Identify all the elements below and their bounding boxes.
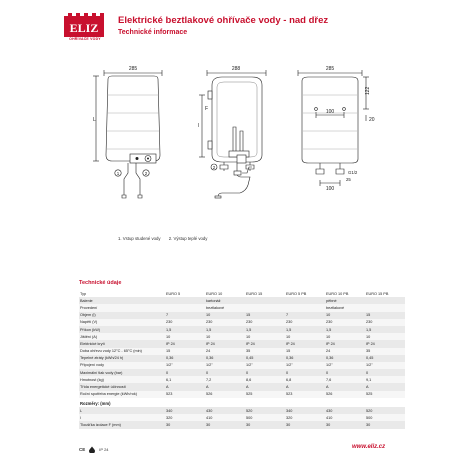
table-cell: 525 — [245, 391, 285, 398]
row-label: Příkon (kW) — [79, 326, 165, 333]
table-cell: 30 — [325, 421, 365, 428]
row-label: Třída energetické účinnosti — [79, 383, 165, 390]
table-cell: A — [365, 383, 405, 390]
table-cell: 0,45 — [365, 355, 405, 362]
table-cell: EURO 5 PB — [285, 290, 325, 297]
table-cell: 7,6 — [325, 376, 365, 383]
table-cell: 7,2 — [205, 376, 245, 383]
logo-text: ELIZ — [69, 21, 99, 35]
table-cell: 10 — [365, 333, 405, 340]
table-cell: 230 — [245, 319, 285, 326]
row-label: L — [79, 407, 165, 414]
row-label: Hmotnost (kg) — [79, 376, 165, 383]
table-cell: 30 — [365, 421, 405, 428]
table-cell — [365, 304, 405, 311]
table-row — [79, 376, 405, 383]
dimension-row — [79, 414, 405, 421]
logo-subtitle: OHŘÍVAČE VODY — [69, 37, 101, 41]
technical-drawings — [90, 55, 390, 245]
table-cell: 526 — [325, 391, 365, 398]
table-cell: 1/2" — [165, 362, 205, 369]
table-cell: 523 — [165, 391, 205, 398]
row-label: Připojení vody — [79, 362, 165, 369]
dim-20: 20 — [369, 117, 375, 123]
table-cell — [245, 297, 285, 304]
row-label: l — [79, 414, 165, 421]
table-cell: 15 — [285, 348, 325, 355]
table-cell: 15 — [245, 312, 285, 319]
table-cell: A — [245, 383, 285, 390]
spec-table — [79, 290, 405, 429]
table-cell: 520 — [365, 407, 405, 414]
row-label: Napětí (V) — [79, 319, 165, 326]
dimensions-heading-row — [79, 398, 405, 407]
table-cell: 526 — [205, 391, 245, 398]
page-title: Elektrické beztlakové ohřívače vody - nad dřez — [118, 15, 329, 26]
row-label: Jištění (A) — [79, 333, 165, 340]
table-cell: 500 — [245, 414, 285, 421]
table-cell — [165, 297, 205, 304]
table-cell: 6,1 — [165, 376, 205, 383]
table-cell: EURO 15 — [245, 290, 285, 297]
spec-title: Technické údaje — [79, 280, 122, 286]
table-cell — [285, 304, 325, 311]
dim-g12: G1/2 — [348, 170, 358, 175]
table-cell: 15 — [165, 348, 205, 355]
table-cell: 10 — [325, 333, 365, 340]
dim-F: F — [205, 106, 209, 112]
table-cell: 15 — [365, 312, 405, 319]
table-cell: 0 — [285, 369, 325, 376]
table-cell: IP 24 — [325, 340, 365, 347]
table-cell: IP 24 — [165, 340, 205, 347]
table-cell: 1/2" — [365, 362, 405, 369]
table-row — [79, 304, 405, 311]
table-row — [79, 326, 405, 333]
table-cell: 7 — [165, 312, 205, 319]
table-cell: 10 — [285, 333, 325, 340]
table-cell: kartonáž — [205, 297, 245, 304]
table-cell: 10 — [205, 312, 245, 319]
footer-certifications — [79, 446, 109, 453]
side-view — [198, 66, 266, 198]
table-cell: 6,8 — [285, 376, 325, 383]
row-label: Provedení — [79, 304, 165, 311]
table-cell: 230 — [285, 319, 325, 326]
row-label: Tepelné ztráty (kWh/24 h) — [79, 355, 165, 362]
table-cell: beztlakové — [325, 304, 365, 311]
table-cell: 1,5 — [325, 326, 365, 333]
table-row — [79, 312, 405, 319]
table-cell: 1/2" — [285, 362, 325, 369]
table-cell — [365, 297, 405, 304]
table-cell: pěbné — [325, 297, 365, 304]
table-cell: 500 — [365, 414, 405, 421]
dim-25: 25 — [346, 177, 351, 182]
table-cell: 230 — [165, 319, 205, 326]
dim-100-holes: 100 — [325, 109, 335, 115]
table-cell: 430 — [205, 407, 245, 414]
table-row — [79, 383, 405, 390]
table-cell — [165, 304, 205, 311]
dimension-row — [79, 421, 405, 428]
legend-hot-water: 2. Výstup teplé vody — [168, 236, 208, 241]
table-cell: IP 24 — [245, 340, 285, 347]
table-cell: 340 — [165, 407, 205, 414]
mark-1-front: 1 — [116, 171, 120, 176]
table-cell: 10 — [245, 333, 285, 340]
table-cell: 30 — [285, 421, 325, 428]
table-cell: EURO 5 — [165, 290, 205, 297]
table-cell: 10 — [325, 312, 365, 319]
table-cell: 24 — [205, 348, 245, 355]
table-cell: 1,5 — [205, 326, 245, 333]
table-cell: 1,5 — [245, 326, 285, 333]
legend-cold-water: 1. Vstup studené vody — [118, 236, 161, 241]
table-row — [79, 369, 405, 376]
table-cell: 520 — [245, 407, 285, 414]
table-cell: 0 — [365, 369, 405, 376]
table-cell: 10 — [165, 333, 205, 340]
table-cell: 410 — [205, 414, 245, 421]
table-cell: 0,36 — [285, 355, 325, 362]
row-label: Objem (l) — [79, 312, 165, 319]
dim-width-front: 285 — [128, 66, 138, 72]
table-cell: 1,5 — [365, 326, 405, 333]
table-cell: 320 — [165, 414, 205, 421]
row-label: Maximální tlak vody (bar) — [79, 369, 165, 376]
table-row — [79, 297, 405, 304]
table-cell: 0 — [165, 369, 205, 376]
table-cell: 24 — [325, 348, 365, 355]
dimensions-heading: Rozměry: (mm) — [79, 398, 405, 407]
table-cell: 30 — [205, 421, 245, 428]
table-cell: 340 — [285, 407, 325, 414]
mark-2-side: 2 — [212, 165, 216, 170]
table-cell: 35 — [365, 348, 405, 355]
drawing-legend — [118, 236, 214, 241]
page-subtitle: Technické informace — [118, 29, 188, 36]
table-cell: 0,45 — [245, 355, 285, 362]
table-cell: 0,36 — [205, 355, 245, 362]
table-cell: EURO 10 PB — [325, 290, 365, 297]
dim-l: l — [198, 123, 200, 129]
row-label: Roční spotřeba energie (kWh/rok) — [79, 391, 165, 398]
table-cell: A — [205, 383, 245, 390]
table-cell: 230 — [205, 319, 245, 326]
table-cell: 230 — [365, 319, 405, 326]
table-cell: 30 — [165, 421, 205, 428]
table-cell: 410 — [325, 414, 365, 421]
row-label: Doba ohřevu vody 12°C - 65°C (min) — [79, 348, 165, 355]
table-cell: 523 — [285, 391, 325, 398]
table-cell: IP 24 — [205, 340, 245, 347]
table-cell: 0 — [205, 369, 245, 376]
ip-rating: IP 24 — [99, 447, 109, 452]
row-label: Tloušťka izolace F (mm) — [79, 421, 165, 428]
table-cell: IP 24 — [285, 340, 325, 347]
table-cell: 8,6 — [245, 376, 285, 383]
table-cell: 320 — [285, 414, 325, 421]
table-cell: EURO 15 PB — [365, 290, 405, 297]
website-link[interactable]: www.eliz.cz — [352, 444, 386, 450]
dim-width-rear: 285 — [325, 66, 335, 72]
table-cell: 1/2" — [205, 362, 245, 369]
dim-122: 122 — [365, 86, 371, 95]
table-header — [79, 290, 405, 297]
table-cell: 10 — [205, 333, 245, 340]
water-drop-icon — [88, 446, 96, 453]
table-row — [79, 391, 405, 398]
table-cell: 1/2" — [325, 362, 365, 369]
table-cell: A — [325, 383, 365, 390]
table-row — [79, 362, 405, 369]
table-cell: 30 — [245, 421, 285, 428]
table-cell: A — [165, 383, 205, 390]
table-row — [79, 319, 405, 326]
table-cell: 0 — [245, 369, 285, 376]
dimension-row — [79, 407, 405, 414]
table-row — [79, 333, 405, 340]
table-cell: 9,1 — [365, 376, 405, 383]
dim-L: L — [93, 117, 96, 123]
table-cell: A — [285, 383, 325, 390]
ce-mark: CE — [79, 447, 86, 452]
table-row — [79, 355, 405, 362]
table-cell: 7 — [285, 312, 325, 319]
table-cell: 1/2" — [245, 362, 285, 369]
front-view — [93, 66, 162, 198]
table-cell: 1,5 — [285, 326, 325, 333]
table-cell: 0,36 — [325, 355, 365, 362]
row-label: Typ — [79, 290, 165, 297]
row-label: Balenie — [79, 297, 165, 304]
table-cell: 35 — [245, 348, 285, 355]
table-cell: 0 — [325, 369, 365, 376]
table-cell: 525 — [365, 391, 405, 398]
table-cell: beztlakové — [205, 304, 245, 311]
table-cell: IP 24 — [365, 340, 405, 347]
table-cell: 230 — [325, 319, 365, 326]
table-row — [79, 340, 405, 347]
dim-width-side: 288 — [231, 66, 241, 72]
mark-2-front: 2 — [144, 171, 148, 176]
row-label: Elektrické krytí — [79, 340, 165, 347]
table-cell: 430 — [325, 407, 365, 414]
table-cell: 0,36 — [165, 355, 205, 362]
table-row — [79, 348, 405, 355]
table-cell — [245, 304, 285, 311]
table-cell — [285, 297, 325, 304]
table-cell: 1,5 — [165, 326, 205, 333]
table-cell: EURO 10 — [205, 290, 245, 297]
dim-100-pipes: 100 — [325, 186, 335, 192]
rear-view — [298, 66, 375, 192]
